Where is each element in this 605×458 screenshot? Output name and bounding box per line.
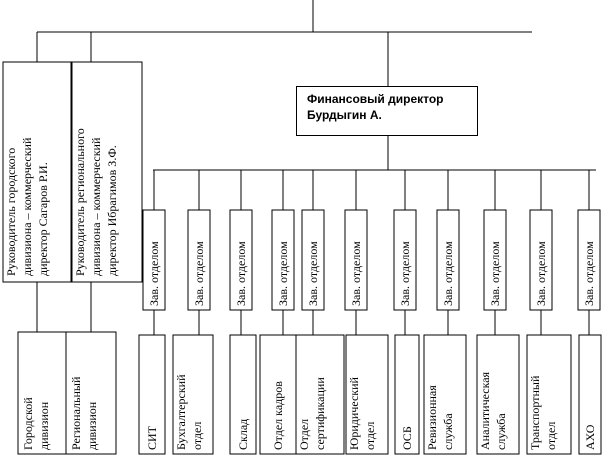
head-label-9: Зав. отделом — [488, 241, 502, 306]
manager-2-line-3: директор Ибрагимов З.Ф. — [105, 145, 119, 276]
head-label-6: Зав. отделом — [349, 241, 363, 306]
head-label-1: Зав. отделом — [147, 241, 161, 306]
head-label-10: Зав. отделом — [534, 241, 548, 306]
head-label-5: Зав. отделом — [306, 241, 320, 306]
manager-2-line-2: дивизиона – коммерческий — [89, 137, 103, 276]
division-1-line-2: дивизион — [37, 401, 51, 450]
division-2-line-2: дивизион — [85, 401, 99, 450]
head-label-8: Зав. отделом — [441, 241, 455, 306]
manager-1-line-2: дивизиона – коммерческий — [20, 137, 34, 276]
department-8-line-2: служба — [441, 413, 455, 450]
department-1-line-1: СИТ — [145, 426, 159, 450]
department-7-line-1: ОСБ — [400, 426, 414, 450]
division-1-line-1: Городской — [21, 397, 35, 450]
head-label-2: Зав. отделом — [192, 241, 206, 306]
head-label-11: Зав. отделом — [582, 241, 596, 306]
head-label-4: Зав. отделом — [276, 241, 290, 306]
manager-1-line-1: Руководитель городского — [4, 147, 18, 276]
department-6-line-2: отдел — [363, 421, 377, 450]
department-2-line-2: отдел — [190, 421, 204, 450]
department-2-line-1: Бухгалтерский — [174, 374, 188, 450]
department-6-line-1: Юридический — [347, 377, 361, 450]
manager-1-line-3: директор Сагаров Р.И. — [36, 162, 50, 276]
department-3-line-1: Склад — [236, 418, 250, 450]
department-9-line-1: Аналитическая — [478, 371, 492, 450]
department-4-line-1: Отдел кадров — [271, 381, 285, 450]
department-10-line-2: отдел — [544, 421, 558, 450]
finance-director-box — [296, 86, 478, 136]
division-2-line-1: Региональный — [69, 376, 83, 450]
head-label-7: Зав. отделом — [398, 241, 412, 306]
manager-2-line-1: Руководитель регионального — [73, 128, 87, 276]
head-label-3: Зав. отделом — [234, 241, 248, 306]
department-9-line-2: служба — [494, 413, 508, 450]
department-8-line-1: Ревизионная — [425, 385, 439, 450]
department-5-line-1: Отдел — [297, 418, 311, 450]
finance-director-title: Финансовый директор — [307, 92, 444, 106]
finance-director-name: Бурдыгин А. — [307, 108, 382, 122]
department-10-line-1: Транспортный — [528, 375, 542, 450]
department-5-line-2: сертификации — [313, 377, 327, 450]
department-11-line-1: АХО — [583, 424, 597, 450]
